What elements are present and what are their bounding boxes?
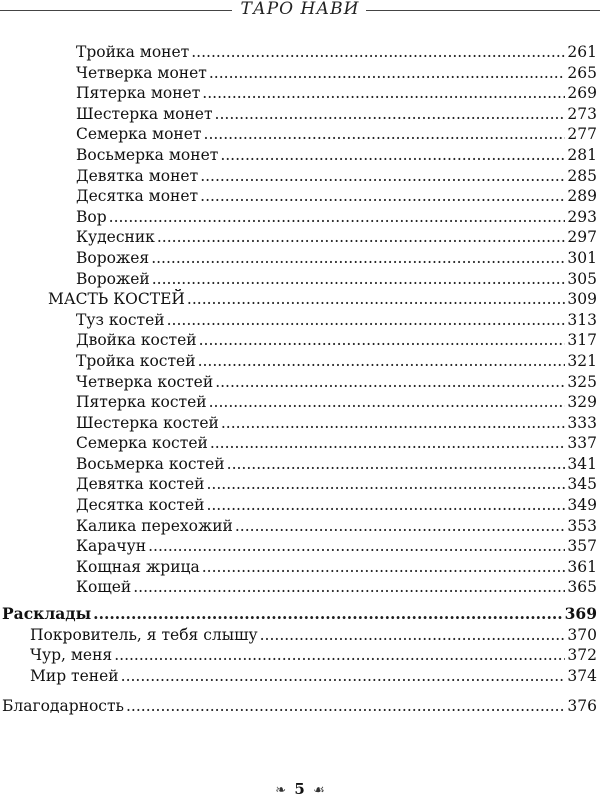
bones-list bbox=[0, 310, 600, 598]
toc-page: 357 bbox=[567, 537, 597, 556]
toc-entry[interactable] bbox=[0, 495, 600, 516]
toc-label: Ворожей bbox=[76, 269, 150, 288]
toc-label: Пятерка монет bbox=[76, 84, 201, 103]
leader-dots bbox=[221, 413, 566, 434]
toc-entry[interactable] bbox=[0, 516, 600, 537]
leader-dots bbox=[215, 372, 565, 393]
toc-label: Десятка костей bbox=[76, 496, 205, 515]
leader-dots bbox=[207, 474, 566, 495]
leader-dots bbox=[191, 42, 565, 63]
toc-entry[interactable] bbox=[0, 248, 600, 269]
toc-entry[interactable] bbox=[0, 166, 600, 187]
toc-page: 361 bbox=[567, 557, 597, 576]
toc-heading-spreads[interactable] bbox=[0, 604, 600, 625]
toc-page: 370 bbox=[567, 625, 597, 644]
toc-entry[interactable] bbox=[0, 227, 600, 248]
toc-entry[interactable] bbox=[0, 186, 600, 207]
toc-entry[interactable] bbox=[0, 474, 600, 495]
toc-label: Туз костей bbox=[76, 310, 165, 329]
toc-entry[interactable] bbox=[0, 372, 600, 393]
spreads-list bbox=[0, 625, 600, 687]
toc-page: 269 bbox=[567, 84, 597, 103]
toc-label: Четверка костей bbox=[76, 372, 214, 391]
toc-entry[interactable] bbox=[0, 83, 600, 104]
toc-label: Калика перехожий bbox=[76, 516, 233, 535]
toc-page: 341 bbox=[567, 454, 597, 473]
leader-dots bbox=[202, 557, 566, 578]
toc-entry[interactable] bbox=[0, 207, 600, 228]
toc-label: Семерка монет bbox=[76, 125, 202, 144]
toc-entry[interactable] bbox=[0, 645, 600, 666]
header-rule-left bbox=[0, 10, 232, 11]
leaf-ornament-icon: ❧ bbox=[275, 783, 287, 798]
toc-entry[interactable] bbox=[0, 413, 600, 434]
leader-dots bbox=[200, 186, 565, 207]
toc-heading-bones[interactable] bbox=[0, 289, 600, 310]
leader-dots bbox=[235, 516, 566, 537]
toc-label: Кощная жрица bbox=[76, 557, 200, 576]
leader-dots bbox=[198, 351, 566, 372]
toc-label: Вор bbox=[76, 207, 107, 226]
toc-page: 369 bbox=[564, 604, 597, 624]
leader-dots bbox=[227, 454, 566, 475]
toc-label: Пятерка костей bbox=[76, 393, 207, 412]
coins-list bbox=[0, 42, 600, 289]
toc-label: Благодарность bbox=[2, 697, 124, 716]
toc-page: 293 bbox=[567, 207, 597, 226]
toc-page: 317 bbox=[567, 331, 597, 350]
toc-page: 349 bbox=[567, 496, 597, 515]
toc-label: Восьмерка монет bbox=[76, 145, 219, 164]
toc-entry[interactable] bbox=[0, 145, 600, 166]
toc-page: 305 bbox=[567, 269, 597, 288]
toc-page: 309 bbox=[567, 290, 597, 309]
toc-label: Расклады bbox=[2, 604, 92, 624]
leader-dots bbox=[126, 696, 565, 717]
leader-dots bbox=[109, 207, 566, 228]
toc-label: Кудесник bbox=[76, 228, 155, 247]
toc-label: Двойка костей bbox=[76, 331, 197, 350]
leader-dots bbox=[200, 166, 565, 187]
toc-label: Девятка костей bbox=[76, 475, 205, 494]
page-number: 5 bbox=[294, 780, 305, 798]
leader-dots bbox=[187, 289, 565, 310]
toc-label: Покровитель, я тебя слышу bbox=[30, 625, 258, 644]
running-header bbox=[0, 0, 600, 22]
toc-page: 325 bbox=[567, 372, 597, 391]
leader-dots bbox=[215, 104, 566, 125]
toc-label: Мир теней bbox=[30, 666, 119, 685]
toc-page: 333 bbox=[567, 413, 597, 432]
toc-entry[interactable] bbox=[0, 536, 600, 557]
toc-entry[interactable] bbox=[0, 42, 600, 63]
toc-page: 372 bbox=[567, 646, 597, 665]
toc-entry[interactable] bbox=[0, 269, 600, 290]
toc-entry[interactable] bbox=[0, 104, 600, 125]
leader-dots bbox=[202, 83, 565, 104]
toc-entry[interactable] bbox=[0, 666, 600, 687]
toc-page: 281 bbox=[567, 145, 597, 164]
toc-page: 374 bbox=[567, 666, 597, 685]
toc-page: 289 bbox=[567, 187, 597, 206]
toc-entry[interactable] bbox=[0, 557, 600, 578]
toc-entry[interactable] bbox=[0, 330, 600, 351]
toc-label: Восьмерка костей bbox=[76, 454, 225, 473]
leader-dots bbox=[121, 666, 566, 687]
toc-entry[interactable] bbox=[0, 392, 600, 413]
toc-page: 285 bbox=[567, 166, 597, 185]
toc-entry[interactable] bbox=[0, 63, 600, 84]
toc-page: 353 bbox=[567, 516, 597, 535]
toc-page: 345 bbox=[567, 475, 597, 494]
leader-dots bbox=[167, 310, 566, 331]
toc-entry[interactable] bbox=[0, 433, 600, 454]
leader-dots bbox=[260, 625, 566, 646]
toc-label: Шестерка монет bbox=[76, 104, 213, 123]
leader-dots bbox=[209, 392, 566, 413]
leader-dots bbox=[199, 330, 566, 351]
leader-dots bbox=[114, 645, 565, 666]
toc-page: 337 bbox=[567, 434, 597, 453]
toc-entry[interactable] bbox=[0, 310, 600, 331]
toc-page: 273 bbox=[567, 104, 597, 123]
toc-label: Тройка монет bbox=[76, 43, 190, 61]
leader-dots bbox=[204, 124, 566, 145]
table-of-contents bbox=[0, 42, 600, 717]
toc-page: 261 bbox=[567, 43, 597, 61]
leader-dots bbox=[220, 145, 565, 166]
toc-label: Девятка монет bbox=[76, 166, 199, 185]
header-title: ТАРО НАВИ bbox=[240, 0, 360, 19]
leader-dots bbox=[210, 433, 566, 454]
leader-dots bbox=[157, 227, 566, 248]
toc-entry[interactable] bbox=[0, 124, 600, 145]
leader-dots bbox=[133, 577, 565, 598]
toc-entry[interactable] bbox=[0, 625, 600, 646]
leader-dots bbox=[206, 495, 565, 516]
toc-entry[interactable] bbox=[0, 351, 600, 372]
toc-label: МАСТЬ КОСТЕЙ bbox=[48, 290, 185, 309]
toc-page: 265 bbox=[567, 63, 597, 82]
toc-label: Чур, меня bbox=[30, 646, 113, 665]
leaf-ornament-icon: ☙ bbox=[313, 783, 325, 798]
toc-entry-thanks[interactable] bbox=[0, 696, 600, 717]
leader-dots bbox=[152, 269, 566, 290]
toc-page: 297 bbox=[567, 228, 597, 247]
toc-label: Кощей bbox=[76, 578, 132, 597]
header-rule-right bbox=[366, 10, 600, 11]
leader-dots bbox=[148, 536, 565, 557]
toc-entry[interactable] bbox=[0, 454, 600, 475]
toc-page: 313 bbox=[567, 310, 597, 329]
toc-label: Семерка костей bbox=[76, 434, 208, 453]
toc-label: Четверка монет bbox=[76, 63, 207, 82]
toc-page: 301 bbox=[567, 248, 597, 267]
toc-label: Тройка костей bbox=[76, 351, 196, 370]
toc-entry[interactable] bbox=[0, 577, 600, 598]
toc-label: Десятка монет bbox=[76, 187, 199, 206]
page-footer bbox=[0, 780, 600, 798]
toc-page: 365 bbox=[567, 578, 597, 597]
leader-dots bbox=[151, 248, 565, 269]
toc-page: 277 bbox=[567, 125, 597, 144]
toc-page: 376 bbox=[567, 697, 597, 716]
toc-label: Ворожея bbox=[76, 248, 150, 267]
leader-dots bbox=[209, 63, 566, 84]
leader-dots bbox=[93, 604, 562, 625]
toc-label: Карачун bbox=[76, 537, 147, 556]
toc-page: 321 bbox=[567, 351, 597, 370]
toc-label: Шестерка костей bbox=[76, 413, 219, 432]
toc-page: 329 bbox=[567, 393, 597, 412]
